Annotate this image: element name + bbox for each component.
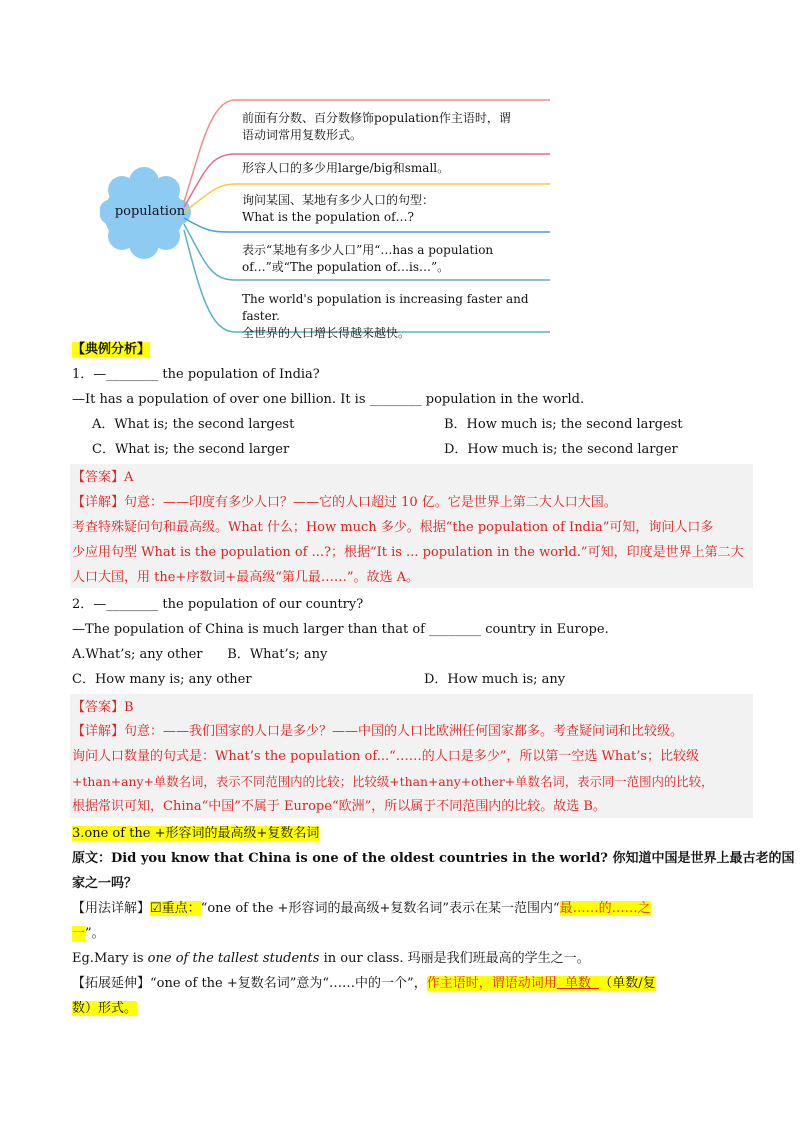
usage-focus-label: 重点： — [161, 901, 201, 916]
mindmap-branch-3 — [242, 192, 434, 226]
usage-end-text: ”。 — [85, 926, 105, 941]
usage-focus-highlight — [150, 901, 201, 916]
q2-option-d: D．How much is; any — [424, 672, 566, 687]
example-pre: Eg.Mary is — [72, 951, 148, 966]
mindmap-branch-1 — [242, 110, 511, 144]
branch-5-line-2: 全世界的人口增长得越来越快。 — [242, 326, 411, 340]
q2-stem-1: 2．—________ the population of our country? — [72, 597, 364, 612]
branch-2-line-1: 形容人口的多少用large/big和small。 — [242, 161, 450, 175]
q1-option-d: D．How much is; the second larger — [444, 442, 678, 457]
extension-prefix: 【拓展延伸】“one of the +复数名词”意为“……中的一个”， — [72, 976, 427, 991]
q1-option-b: B．How much is; the second largest — [444, 417, 683, 432]
example-post: in our class. 玛丽是我们班最高的学生之一。 — [319, 951, 590, 966]
branch-5-line-1: The world's population is increasing faster and faster. — [242, 292, 529, 323]
point3-original-2: 家之一吗？ — [72, 876, 138, 891]
q1-options-cd — [92, 440, 744, 460]
q1-option-c: C．What is; the second larger — [92, 442, 290, 457]
point3-heading-line — [72, 824, 744, 844]
q1-detail-4: 人口大国，用 the+序数词+最高级“第几最……”。故选 A。 — [72, 570, 420, 585]
q2-detail-2: 询问人口数量的句式是：What’s the population of...“……的人口是多少”，所以第一空选 What’s；比较级 — [72, 749, 700, 764]
q2-detail-4: 根据常识可知，China“中国”不属于 Europe“欧洲”，所以属于不同范围内的比较。故选 B。 — [72, 799, 606, 814]
q2-option-c: C．How many is; any other — [72, 672, 252, 687]
point3-extension-line-2 — [72, 999, 744, 1019]
q2-detail-1: 【详解】句意：——我们国家的人口是多少？——中国的人口比欧洲任何国家都多。考查疑问词和比较级。 — [72, 724, 684, 739]
section-title: 【典例分析】 — [72, 342, 151, 357]
usage-red-text-2: 一 — [72, 926, 86, 941]
q1-stem-2: —It has a population of over one billion. It is ________ population in the world. — [72, 392, 585, 407]
q1-detail-1: 【详解】句意：——印度有多少人口？——它的人口超过 10 亿。它是世界上第二大人口大国。 — [72, 495, 617, 510]
extension-line2: 数）形式。 — [72, 1001, 138, 1016]
q2-answer: 【答案】B — [72, 700, 134, 715]
usage-middle-text: “one of the +形容词的最高级+复数名词”表示在某一范围内“ — [200, 901, 560, 916]
q1-options-ab — [92, 415, 744, 435]
extension-answer-blank: 单数 — [556, 976, 600, 991]
q1-option-a: A．What is; the second largest — [92, 417, 295, 432]
usage-prefix: 【用法详解】 — [72, 901, 151, 916]
point3-usage-line — [72, 899, 744, 919]
point3-usage-line-2 — [72, 924, 744, 944]
mindmap-branch-4 — [242, 242, 493, 276]
point3-example — [72, 949, 744, 969]
checkbox-icon: ☑ — [150, 901, 162, 916]
extension-red: 作主语时，谓语动词用 — [426, 976, 557, 991]
q1-answer: 【答案】A — [72, 470, 134, 485]
q2-options-ab: A.What’s; any other B．What’s; any — [72, 647, 328, 662]
branch-3-line-2: What is the population of…? — [242, 210, 414, 224]
point3-heading: 3.one of the +形容词的最高级+复数名词 — [72, 826, 320, 841]
point3-original-1: 原文：Did you know that China is one of the oldest countries in the world? 你知道中国是世界上最古老的国 — [72, 851, 795, 866]
q2-detail-3: +than+any+单数名词，表示不同范围内的比较；比较级+than+any+other+单数名词，表示同一范围内的比较， — [72, 774, 714, 789]
q1-detail-3: 少应用句型 What is the population of ...?；根据“It is ... population in the world.”可知，印度是世界上第二大 — [72, 545, 744, 560]
branch-4-line-1: 表示“某地有多少人口”用“…has a population — [242, 243, 494, 257]
mindmap-branch-5 — [242, 291, 560, 342]
branch-1-line-1: 前面有分数、百分数修饰population作主语时，谓 — [242, 111, 511, 125]
usage-red-text: 最……的……之 — [559, 901, 651, 916]
q1-stem-1: 1．—________ the population of India? — [72, 367, 320, 382]
q1-detail-2: 考查特殊疑问句和最高级。What 什么；How much 多少。根据“the population of India”可知，询问人口多 — [72, 520, 714, 535]
point3-extension-line — [72, 974, 744, 994]
mindmap-center-label: population — [114, 204, 186, 219]
q2-options-cd — [72, 670, 744, 690]
branch-4-line-2: of…”或“The population of…is…”。 — [242, 260, 450, 274]
section-title-line — [72, 340, 744, 360]
q2-stem-2: —The population of China is much larger than that of ________ country in Europe. — [72, 622, 609, 637]
branch-3-line-1: 询问某国、某地有多少人口的句型： — [242, 193, 435, 207]
extension-paren: （单数/复 — [599, 976, 656, 991]
example-italic: one of the tallest students — [147, 951, 320, 966]
mindmap-branch-2 — [242, 160, 449, 177]
branch-1-line-2: 语动词常用复数形式。 — [242, 128, 363, 142]
population-mindmap — [100, 92, 560, 340]
